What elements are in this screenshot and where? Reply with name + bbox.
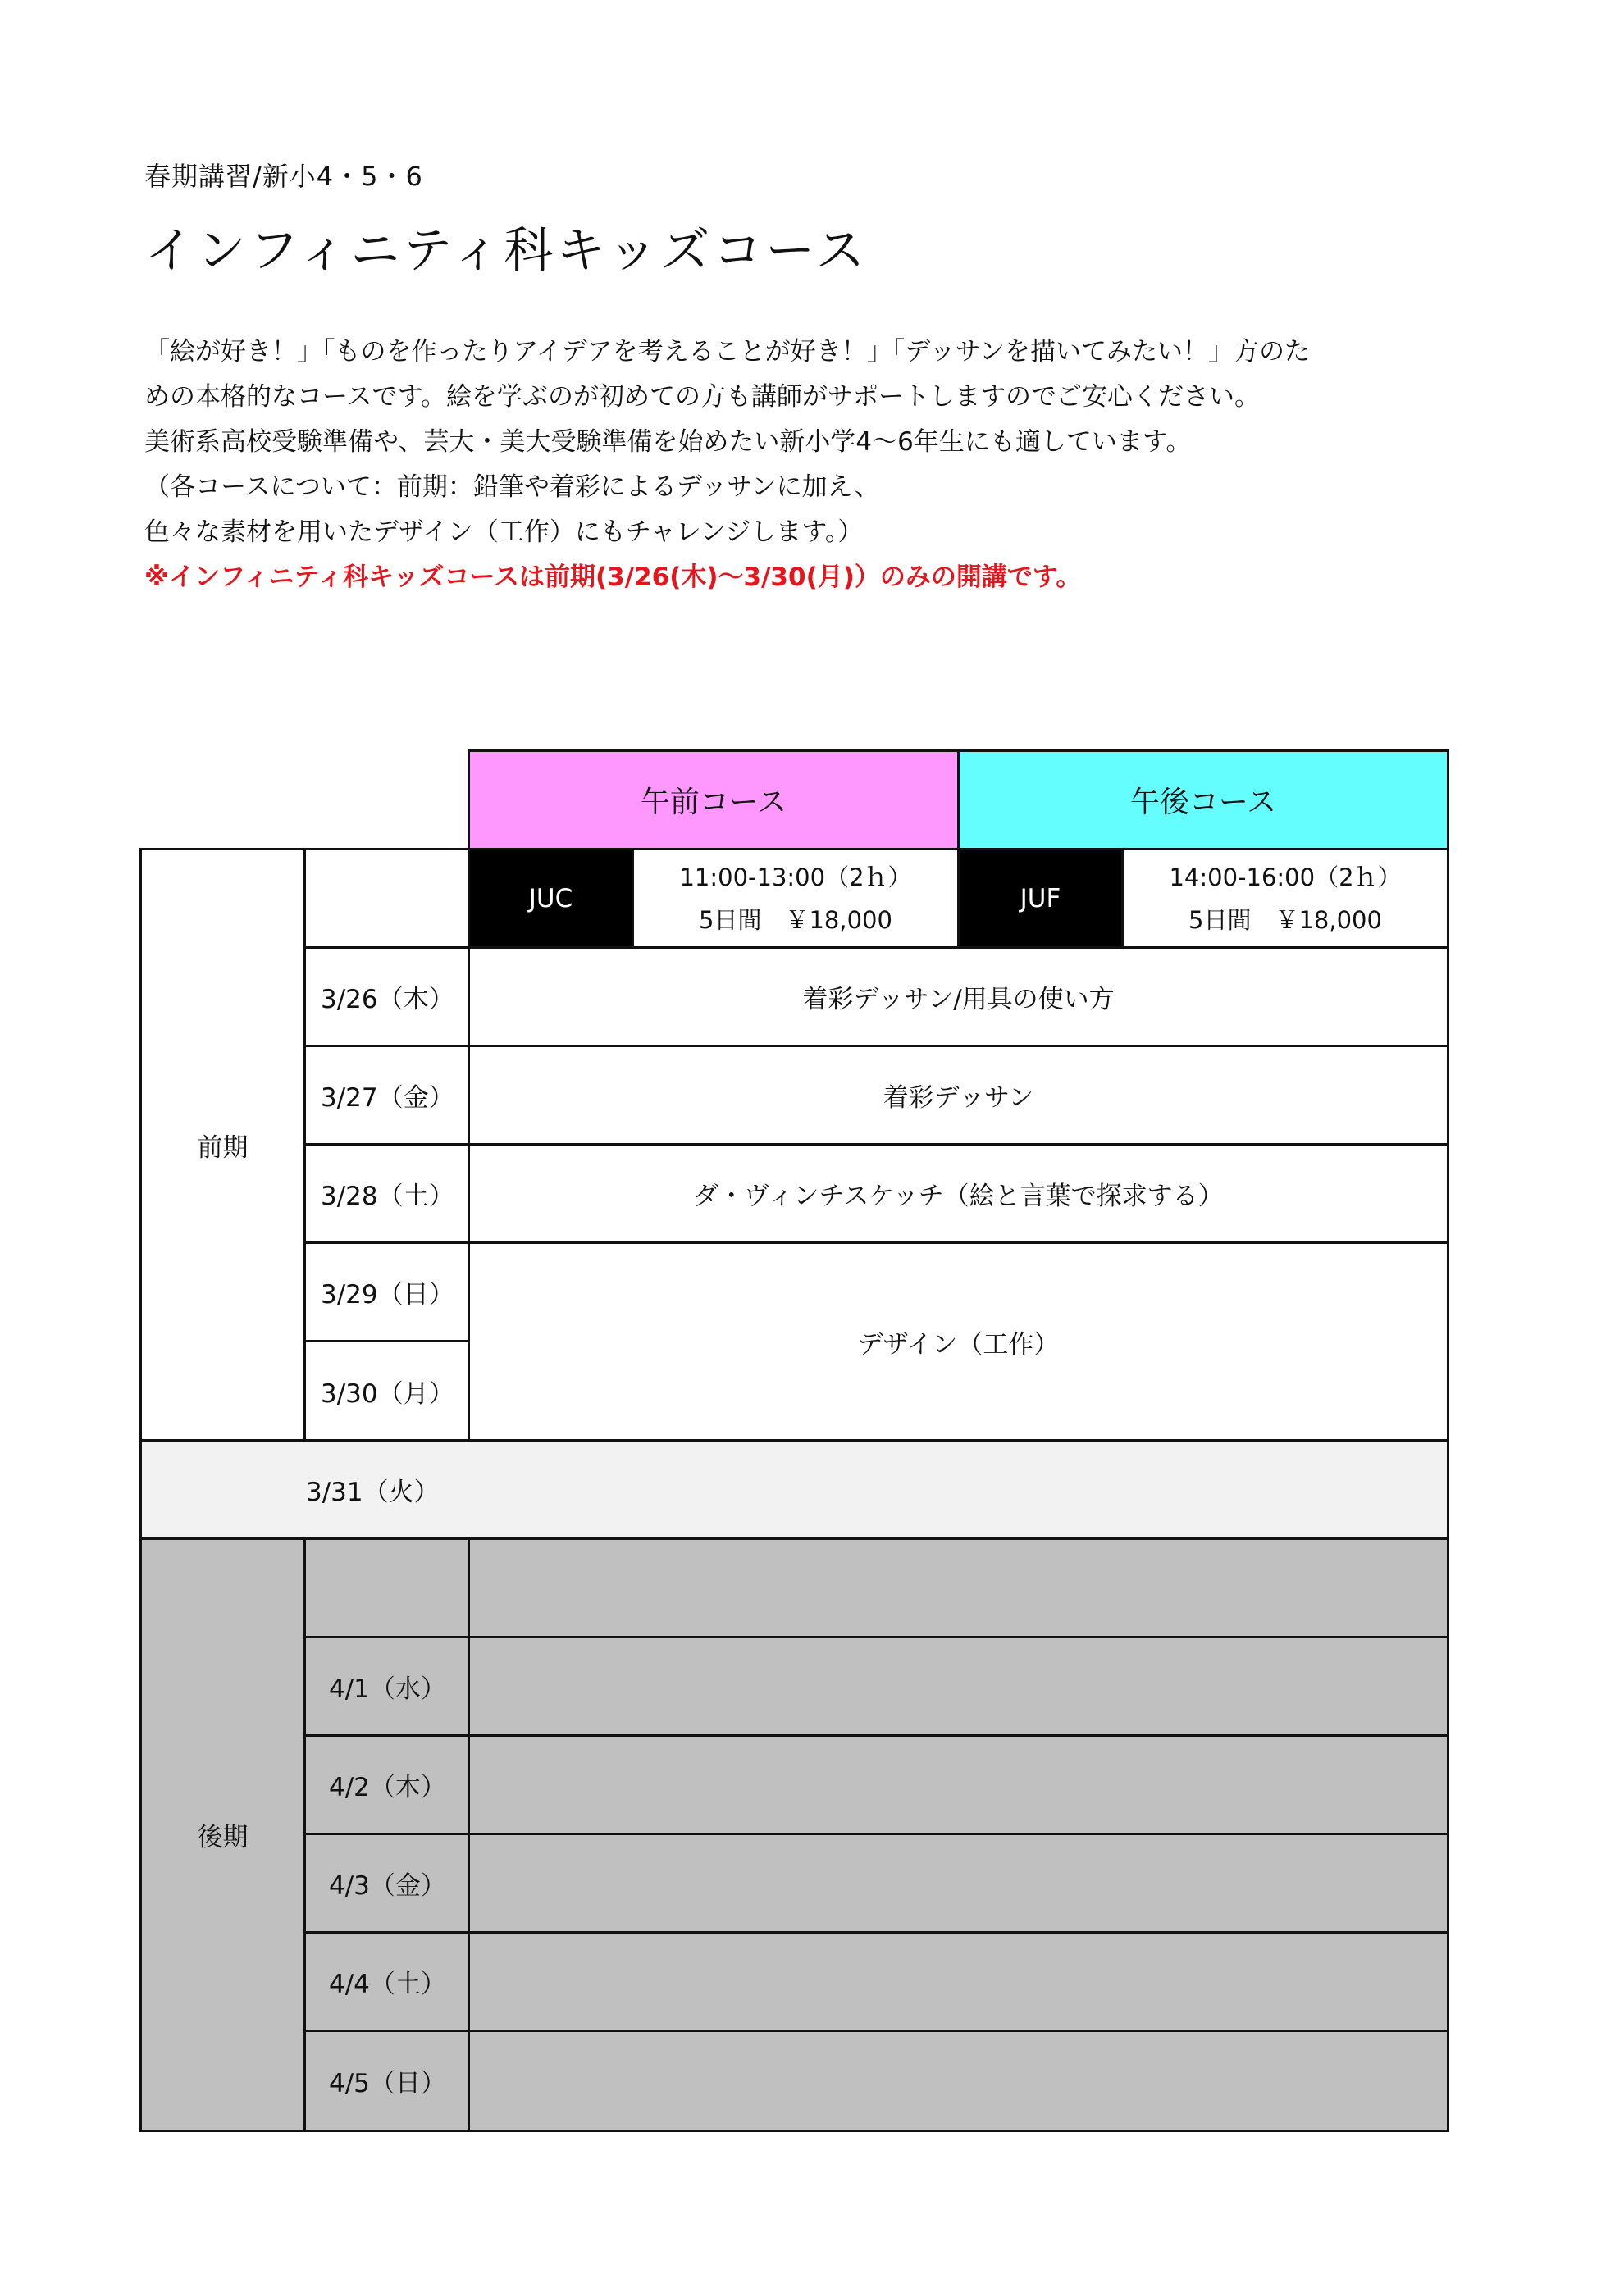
term2-content xyxy=(468,2029,1449,2132)
course-info-blank xyxy=(303,848,470,949)
term2-content xyxy=(468,1734,1449,1835)
term2-content xyxy=(468,1538,1449,1638)
date-cell: 3/28（土） xyxy=(303,1143,470,1244)
session-content: 着彩デッサン/用具の使い方 xyxy=(468,946,1449,1047)
pm-price: 5日間 ￥18,000 xyxy=(1188,905,1382,934)
session-content: ダ・ヴィンチスケッチ（絵と言葉で探求する） xyxy=(468,1143,1449,1244)
description-line: 色々な素材を用いたデザイン（工作）にもチャレンジします。） xyxy=(144,517,864,547)
session-content: デザイン（工作） xyxy=(468,1241,1449,1442)
session-content: 着彩デッサン xyxy=(468,1045,1449,1146)
date-cell: 3/30（月） xyxy=(303,1340,470,1442)
date-cell: 4/3（金） xyxy=(303,1833,470,1934)
am-course-code: JUC xyxy=(468,848,634,949)
term1-label: 前期 xyxy=(139,848,306,1442)
description-line: 「絵が好き！」「ものを作ったりアイデアを考えることが好き！」「デッサンを描いてみたい！」方のた xyxy=(144,337,1311,367)
notice: ※インフィニティ科キッズコースは前期(3/26(木)〜3/30(月)）のみの開講です。 xyxy=(144,563,1082,592)
date-cell: 3/29（日） xyxy=(303,1241,470,1342)
description-line: 美術系高校受験準備や、芸大・美大受験準備を始めたい新小学4〜6年生にも適しています。 xyxy=(144,427,1192,457)
date-cell: 4/4（土） xyxy=(303,1931,470,2032)
date-cell: 4/2（木） xyxy=(303,1734,470,1835)
term2-content xyxy=(468,1931,1449,2032)
break-day: 3/31（火） xyxy=(139,1439,1449,1540)
pm-course-header: 午後コース xyxy=(957,749,1449,850)
description-line: めの本格的なコースです。絵を学ぶのが初めての方も講師がサポートしますのでご安心ください。 xyxy=(144,382,1260,412)
pm-course-code: JUF xyxy=(957,848,1124,949)
date-cell: 3/26（木） xyxy=(303,946,470,1047)
description xyxy=(144,330,1310,600)
term2-content xyxy=(468,1833,1449,1934)
description-line: （各コースについて：前期：鉛筆や着彩によるデッサンに加え、 xyxy=(144,472,880,502)
date-cell: 3/27（金） xyxy=(303,1045,470,1146)
date-cell: 4/5（日） xyxy=(303,2029,470,2132)
subtitle: 春期講習/新小4・5・6 xyxy=(144,161,423,192)
am-course-header: 午前コース xyxy=(468,749,960,850)
term2-content xyxy=(468,1636,1449,1737)
page-title: インフィニティ科キッズコース xyxy=(144,222,869,280)
term2-info-blank xyxy=(303,1538,470,1638)
am-course-time xyxy=(632,848,960,949)
am-price: 5日間 ￥18,000 xyxy=(699,905,892,934)
term2-label: 後期 xyxy=(139,1538,306,2132)
pm-course-time xyxy=(1121,848,1449,949)
am-time: 11:00-13:00（2ｈ） xyxy=(679,863,912,891)
pm-time: 14:00-16:00（2ｈ） xyxy=(1169,863,1402,891)
date-cell: 4/1（水） xyxy=(303,1636,470,1737)
